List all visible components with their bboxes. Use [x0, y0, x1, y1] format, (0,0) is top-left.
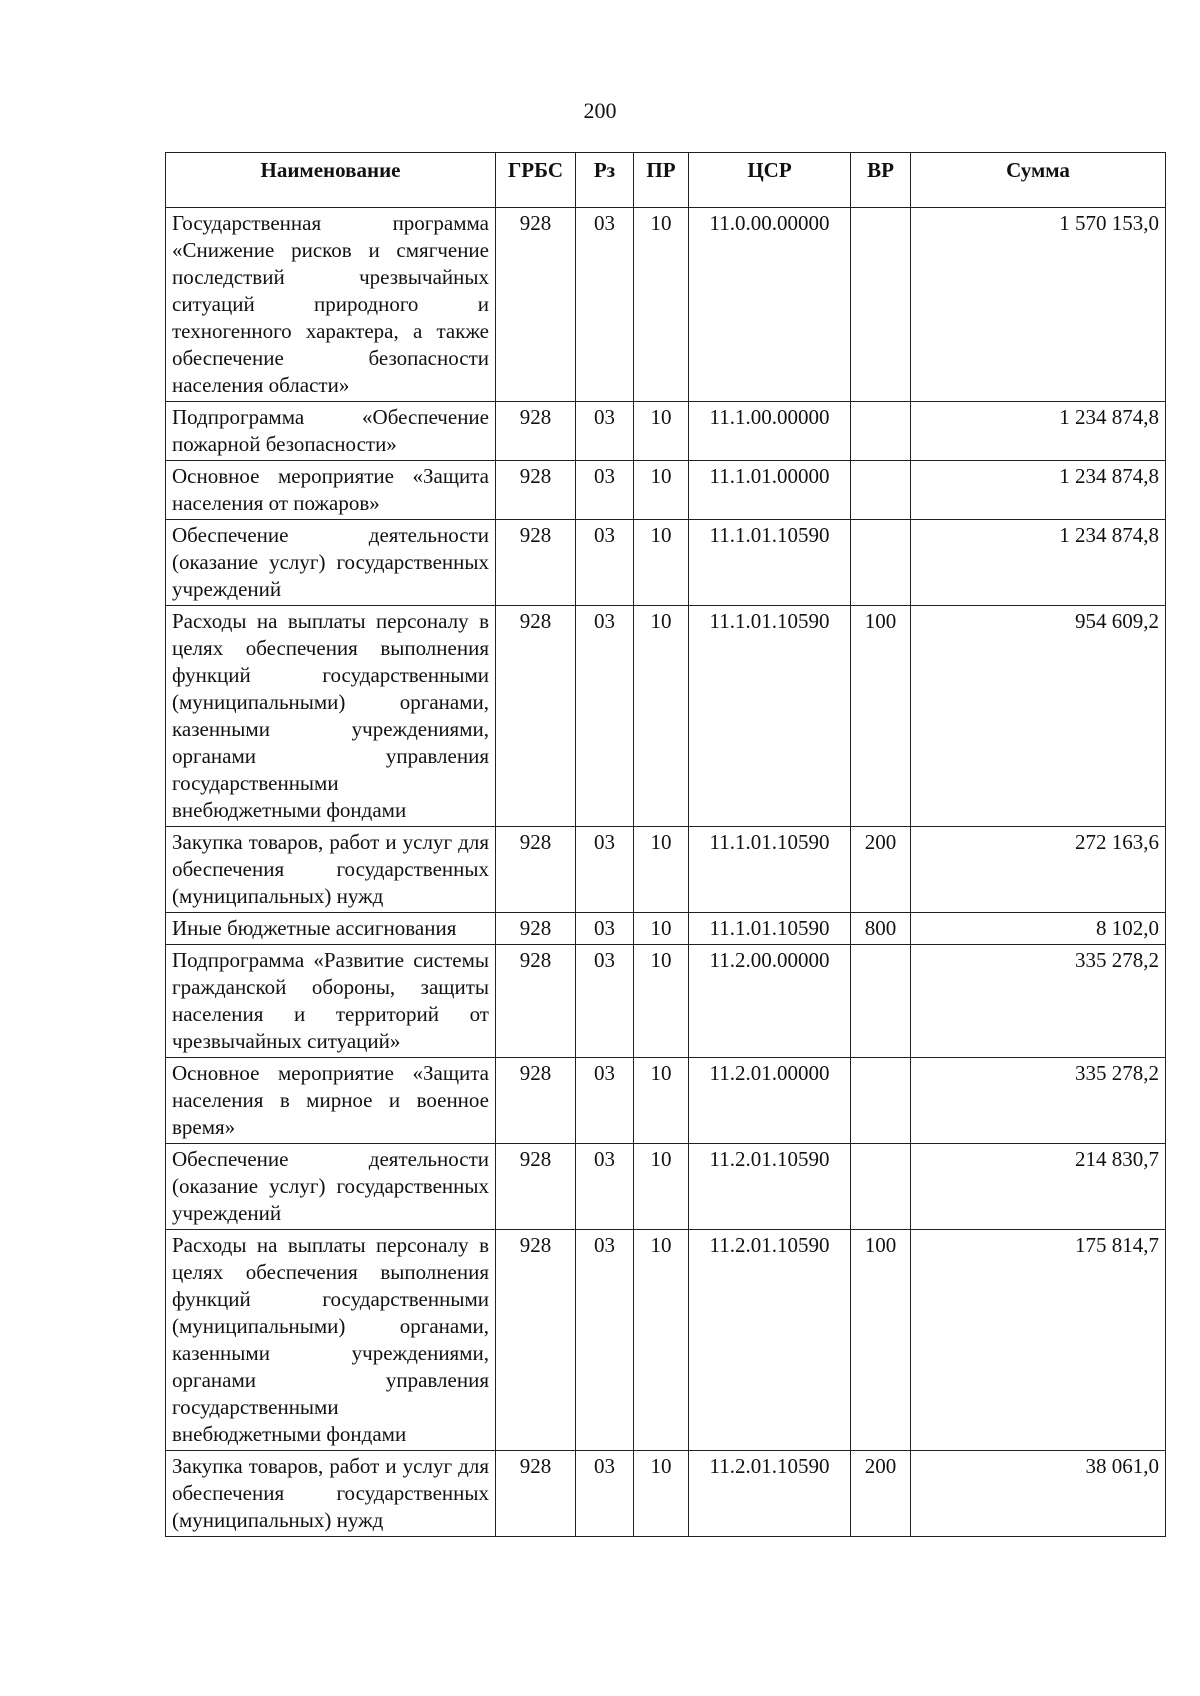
cell-grbs: 928	[496, 402, 576, 461]
cell-pr: 10	[634, 461, 689, 520]
cell-vr	[851, 208, 911, 402]
cell-grbs: 928	[496, 827, 576, 913]
cell-rz: 03	[576, 461, 634, 520]
cell-rz: 03	[576, 402, 634, 461]
cell-name: Обеспечение деятельности (оказание услуг) государственных учреждений	[166, 1144, 496, 1230]
cell-name: Закупка товаров, работ и услуг для обеспечения государственных (муниципальных) нужд	[166, 827, 496, 913]
cell-name: Обеспечение деятельности (оказание услуг) государственных учреждений	[166, 520, 496, 606]
cell-name: Закупка товаров, работ и услуг для обеспечения государственных (муниципальных) нужд	[166, 1451, 496, 1537]
cell-sum: 954 609,2	[911, 606, 1166, 827]
cell-sum: 214 830,7	[911, 1144, 1166, 1230]
table-row	[166, 520, 1166, 606]
table-row	[166, 945, 1166, 1058]
cell-sum: 272 163,6	[911, 827, 1166, 913]
cell-grbs: 928	[496, 520, 576, 606]
cell-csr: 11.1.01.00000	[689, 461, 851, 520]
cell-rz: 03	[576, 1451, 634, 1537]
cell-grbs: 928	[496, 606, 576, 827]
cell-rz: 03	[576, 208, 634, 402]
cell-name: Основное мероприятие «Защита населения в мирное и военное время»	[166, 1058, 496, 1144]
cell-csr: 11.1.01.10590	[689, 520, 851, 606]
cell-pr: 10	[634, 1144, 689, 1230]
cell-grbs: 928	[496, 461, 576, 520]
table-row	[166, 1058, 1166, 1144]
cell-vr: 100	[851, 606, 911, 827]
cell-name: Иные бюджетные ассигнования	[166, 913, 496, 945]
table-row	[166, 402, 1166, 461]
cell-vr: 200	[851, 827, 911, 913]
cell-vr: 200	[851, 1451, 911, 1537]
cell-pr: 10	[634, 1058, 689, 1144]
cell-sum: 1 234 874,8	[911, 402, 1166, 461]
column-header-grbs: ГРБС	[496, 153, 576, 208]
cell-name: Расходы на выплаты персоналу в целях обеспечения выполнения функций государственными (муниципальными) органами, казенными учреждениями, органами управления государственными внебюджетными фондами	[166, 606, 496, 827]
cell-pr: 10	[634, 945, 689, 1058]
cell-grbs: 928	[496, 913, 576, 945]
cell-vr	[851, 520, 911, 606]
cell-name: Подпрограмма «Развитие системы гражданской обороны, защиты населения и территорий от чрезвычайных ситуаций»	[166, 945, 496, 1058]
cell-grbs: 928	[496, 1451, 576, 1537]
cell-sum: 38 061,0	[911, 1451, 1166, 1537]
table-row	[166, 208, 1166, 402]
table-header-row	[166, 153, 1166, 208]
table-row	[166, 606, 1166, 827]
cell-rz: 03	[576, 1058, 634, 1144]
budget-table	[165, 152, 1166, 1537]
cell-csr: 11.2.01.00000	[689, 1058, 851, 1144]
table-row	[166, 1230, 1166, 1451]
cell-csr: 11.1.01.10590	[689, 827, 851, 913]
cell-vr	[851, 945, 911, 1058]
table-body	[166, 208, 1166, 1537]
column-header-vr: ВР	[851, 153, 911, 208]
column-header-name: Наименование	[166, 153, 496, 208]
cell-vr: 100	[851, 1230, 911, 1451]
cell-name: Расходы на выплаты персоналу в целях обеспечения выполнения функций государственными (муниципальными) органами, казенными учреждениями, органами управления государственными внебюджетными фондами	[166, 1230, 496, 1451]
cell-rz: 03	[576, 520, 634, 606]
cell-csr: 11.1.01.10590	[689, 606, 851, 827]
cell-pr: 10	[634, 913, 689, 945]
cell-pr: 10	[634, 606, 689, 827]
cell-sum: 335 278,2	[911, 1058, 1166, 1144]
cell-rz: 03	[576, 945, 634, 1058]
cell-grbs: 928	[496, 1058, 576, 1144]
cell-vr	[851, 461, 911, 520]
table-row	[166, 1451, 1166, 1537]
cell-rz: 03	[576, 1230, 634, 1451]
cell-sum: 1 570 153,0	[911, 208, 1166, 402]
cell-sum: 8 102,0	[911, 913, 1166, 945]
cell-name: Основное мероприятие «Защита населения от пожаров»	[166, 461, 496, 520]
cell-sum: 1 234 874,8	[911, 461, 1166, 520]
column-header-sum: Сумма	[911, 153, 1166, 208]
cell-grbs: 928	[496, 1144, 576, 1230]
cell-rz: 03	[576, 913, 634, 945]
cell-rz: 03	[576, 827, 634, 913]
column-header-pr: ПР	[634, 153, 689, 208]
table-row	[166, 1144, 1166, 1230]
cell-pr: 10	[634, 402, 689, 461]
cell-csr: 11.2.01.10590	[689, 1144, 851, 1230]
cell-pr: 10	[634, 827, 689, 913]
cell-csr: 11.2.01.10590	[689, 1230, 851, 1451]
cell-pr: 10	[634, 520, 689, 606]
cell-csr: 11.1.01.10590	[689, 913, 851, 945]
cell-csr: 11.0.00.00000	[689, 208, 851, 402]
cell-grbs: 928	[496, 208, 576, 402]
cell-rz: 03	[576, 1144, 634, 1230]
cell-vr	[851, 1144, 911, 1230]
cell-csr: 11.2.00.00000	[689, 945, 851, 1058]
cell-pr: 10	[634, 1451, 689, 1537]
column-header-rz: Рз	[576, 153, 634, 208]
cell-name: Государственная программа «Снижение рисков и смягчение последствий чрезвычайных ситуаций природного и техногенного характера, а также обеспечение безопасности населения области»	[166, 208, 496, 402]
cell-csr: 11.1.00.00000	[689, 402, 851, 461]
cell-grbs: 928	[496, 945, 576, 1058]
cell-csr: 11.2.01.10590	[689, 1451, 851, 1537]
cell-pr: 10	[634, 1230, 689, 1451]
cell-vr	[851, 402, 911, 461]
table-row	[166, 913, 1166, 945]
cell-sum: 1 234 874,8	[911, 520, 1166, 606]
cell-pr: 10	[634, 208, 689, 402]
cell-vr: 800	[851, 913, 911, 945]
table-row	[166, 461, 1166, 520]
page-number: 200	[583, 98, 617, 123]
cell-sum: 175 814,7	[911, 1230, 1166, 1451]
table-row	[166, 827, 1166, 913]
column-header-csr: ЦСР	[689, 153, 851, 208]
cell-vr	[851, 1058, 911, 1144]
cell-rz: 03	[576, 606, 634, 827]
cell-sum: 335 278,2	[911, 945, 1166, 1058]
cell-grbs: 928	[496, 1230, 576, 1451]
cell-name: Подпрограмма «Обеспечение пожарной безопасности»	[166, 402, 496, 461]
